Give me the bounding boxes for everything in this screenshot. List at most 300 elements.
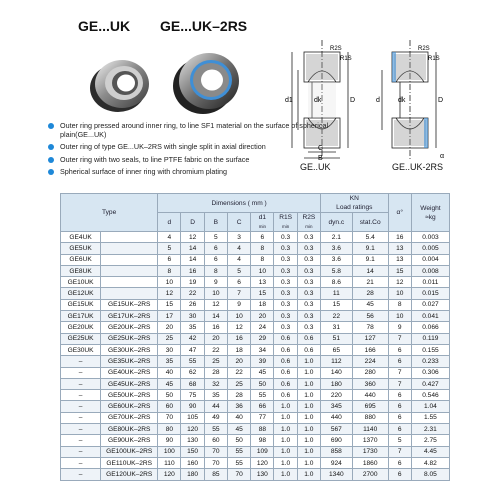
table-cell: 45 [352,299,388,310]
table-cell: GE30UK–2RS [101,344,158,355]
table-cell: 4.82 [411,457,449,468]
table-cell: 0.6 [297,333,320,344]
table-cell [101,288,158,299]
table-cell: 2.31 [411,424,449,435]
table-cell: 0.3 [297,311,320,322]
table-cell: 0.233 [411,356,449,367]
table-row [61,457,450,468]
table-cell [101,277,158,288]
table-cell: GE25UK [61,333,101,344]
table-cell: GE15UK–2RS [101,299,158,310]
bullet-icon [48,144,54,150]
table-cell: 4 [227,243,250,254]
table-cell: 7 [227,288,250,299]
table-cell: 9 [388,322,411,333]
table-cell: 15 [388,265,411,276]
table-cell: 11 [320,288,352,299]
table-cell: 16 [204,322,227,333]
header-dimensions: Dimensions ( mm ) [158,194,321,213]
table-row [61,254,450,265]
table-row [61,435,450,446]
table-cell: 1.0 [297,390,320,401]
table-cell: 31 [320,322,352,333]
table-cell: 8 [251,254,274,265]
table-row [61,401,450,412]
table-cell: GE60UK–2RS [101,401,158,412]
table-cell: 4 [227,254,250,265]
table-cell [101,232,158,243]
table-cell [101,265,158,276]
table-cell: 3 [227,232,250,243]
table-cell: 0.3 [274,299,297,310]
table-cell: GE40UK–2RS [101,367,158,378]
table-cell: 0.3 [297,243,320,254]
table-cell: 1.0 [274,446,297,457]
table-cell: 6 [388,424,411,435]
table-cell: 224 [352,356,388,367]
table-cell: 68 [181,378,204,389]
table-cell: 45 [251,367,274,378]
caption-ge-uk-2rs: GE..UK-2RS [392,162,444,172]
table-cell: 0.6 [274,378,297,389]
table-cell: 8 [251,243,274,254]
table-cell: 1.0 [297,457,320,468]
table-cell: 35 [158,356,181,367]
table-cell: 36 [227,401,250,412]
table-cell: 0.6 [274,390,297,401]
table-cell: GE25UK–2RS [101,333,158,344]
table-cell: 15 [158,299,181,310]
table-cell: 0.008 [411,265,449,276]
label-r2s-2: R2S [418,46,430,52]
table-cell: GE10UK [61,277,101,288]
table-cell: GE120UK–2RS [101,469,158,480]
table-cell: 56 [352,311,388,322]
table-cell: 50 [227,435,250,446]
table-cell: 55 [181,356,204,367]
table-cell: 440 [320,412,352,423]
table-cell: 98 [251,435,274,446]
table-cell: 5.8 [320,265,352,276]
table-row [61,265,450,276]
table-cell: – [61,401,101,412]
table-cell: 0.3 [297,322,320,333]
table-cell: 0.015 [411,288,449,299]
table-cell: 6 [388,356,411,367]
table-row [61,333,450,344]
table-cell: 6 [158,254,181,265]
table-cell: 22 [181,288,204,299]
label-alpha: α [440,153,445,160]
table-row [61,299,450,310]
table-cell: 345 [320,401,352,412]
table-cell: 62 [181,367,204,378]
table-cell: 35 [204,390,227,401]
table-cell: 20 [158,322,181,333]
table-cell: GE17UK–2RS [101,311,158,322]
table-cell: 28 [352,288,388,299]
table-cell: 39 [251,356,274,367]
table-cell: 695 [352,401,388,412]
table-cell: 45 [158,378,181,389]
table-cell: – [61,457,101,468]
table-cell: 1.0 [274,469,297,480]
table-cell: GE100UK–2RS [101,446,158,457]
table-cell: 15 [320,299,352,310]
table-cell: 20 [227,356,250,367]
table-cell: 2700 [352,469,388,480]
table-cell: 440 [352,390,388,401]
table-cell: 55 [227,457,250,468]
label-r1s-2: R1S [428,56,440,62]
table-cell: 220 [320,390,352,401]
table-cell: 6 [227,277,250,288]
table-cell: 70 [227,469,250,480]
table-cell: 8.05 [411,469,449,480]
table-cell: 0.3 [274,265,297,276]
table-cell: 75 [181,390,204,401]
table-cell: 5.4 [352,232,388,243]
spec-table [60,193,450,481]
table-cell: 49 [204,412,227,423]
table-cell: 3.6 [320,254,352,265]
table-row [61,390,450,401]
label-dk-2: dk [398,97,406,104]
table-cell: 880 [352,412,388,423]
table-cell: 9.1 [352,254,388,265]
table-cell: 70 [204,446,227,457]
note-item: Outer ring of type GE...UK–2RS with single split in axial direction [48,143,338,152]
table-cell: 77 [251,412,274,423]
table-cell: 20 [251,311,274,322]
table-cell: 924 [320,457,352,468]
table-cell: 10 [388,311,411,322]
table-cell: 0.004 [411,254,449,265]
table-cell: 60 [158,401,181,412]
table-cell: 112 [320,356,352,367]
table-cell: 120 [158,469,181,480]
label-dk: dk [314,97,322,104]
table-cell: 1.0 [297,446,320,457]
table-cell: 1.0 [274,424,297,435]
table-cell: GE12UK [61,288,101,299]
table-cell: 28 [227,390,250,401]
table-cell: 22 [227,367,250,378]
table-cell: 40 [158,367,181,378]
table-cell: 1.0 [297,356,320,367]
table-cell: 0.3 [274,322,297,333]
label-d1: d1 [285,97,293,104]
table-cell: 150 [181,446,204,457]
table-cell: 1.0 [297,401,320,412]
table-cell: 0.546 [411,390,449,401]
table-cell: 8 [158,265,181,276]
table-cell: 1.0 [274,401,297,412]
table-cell: 0.3 [274,288,297,299]
title-ge-uk-2rs: GE...UK–2RS [160,18,248,34]
table-cell: 16 [181,265,204,276]
table-cell: 25 [227,378,250,389]
table-row [61,311,450,322]
table-cell: 0.005 [411,243,449,254]
table-cell: 66 [251,401,274,412]
table-cell: 4 [158,232,181,243]
table-cell: – [61,469,101,480]
table-cell: 180 [181,469,204,480]
table-cell: 0.306 [411,367,449,378]
table-cell: 1340 [320,469,352,480]
table-cell: 180 [320,378,352,389]
table-cell: 55 [251,390,274,401]
table-cell: 567 [320,424,352,435]
table-row [61,469,450,480]
table-cell: 1.55 [411,412,449,423]
bullet-icon [48,123,54,129]
table-cell: 130 [181,435,204,446]
table-row [61,367,450,378]
table-cell: 12 [227,322,250,333]
table-cell: 20 [204,333,227,344]
table-cell: 16 [227,333,250,344]
table-cell: 90 [158,435,181,446]
table-cell: 1.0 [297,424,320,435]
header-alpha: α° [388,194,411,232]
table-cell: 360 [352,378,388,389]
table-cell: 22 [204,344,227,355]
table-cell: – [61,435,101,446]
table-cell: GE8UK [61,265,101,276]
spec-table-body [61,232,450,481]
table-cell: 14 [181,243,204,254]
table-cell: 0.6 [274,344,297,355]
table-cell: 858 [320,446,352,457]
table-cell [101,254,158,265]
bullet-icon [48,169,54,175]
note-item: Outer ring with two seals, to line PTFE fabric on the surface [48,156,338,165]
table-cell: 0.041 [411,311,449,322]
table-cell: 28 [204,367,227,378]
table-cell: 0.3 [297,288,320,299]
table-cell: 40 [227,412,250,423]
table-cell: 0.011 [411,277,449,288]
label-r1s: R1S [340,56,352,62]
table-cell: 18 [227,344,250,355]
table-cell: 6 [204,243,227,254]
table-cell: – [61,446,101,457]
table-cell: 17 [158,311,181,322]
table-cell: 0.6 [274,367,297,378]
table-cell: GE80UK–2RS [101,424,158,435]
table-cell: 0.3 [297,299,320,310]
title-ge-uk: GE...UK [78,18,131,34]
table-cell: 30 [158,344,181,355]
table-cell: 0.027 [411,299,449,310]
table-cell: 12 [388,277,411,288]
table-cell: 65 [320,344,352,355]
table-row [61,446,450,457]
table-cell: 6 [388,344,411,355]
table-row [61,424,450,435]
table-cell: 100 [158,446,181,457]
table-cell: 25 [204,356,227,367]
header-kn: KN [349,195,359,202]
table-cell: 47 [181,344,204,355]
table-cell: 26 [181,299,204,310]
table-cell: GE6UK [61,254,101,265]
header-col: R1S min [274,213,297,232]
table-row [61,232,450,243]
table-cell: 0.3 [274,232,297,243]
table-row [61,378,450,389]
table-cell: 7 [388,333,411,344]
table-cell: 1.0 [297,435,320,446]
table-cell: 14 [181,254,204,265]
table-cell: 35 [181,322,204,333]
table-cell: 2.1 [320,232,352,243]
table-cell: 6 [388,457,411,468]
header-weight: Weight ≈kg [411,194,449,232]
table-cell: 5 [388,435,411,446]
header-col: d [158,213,181,232]
table-cell: 1.0 [297,378,320,389]
table-row [61,277,450,288]
table-cell: 0.155 [411,344,449,355]
table-cell: GE110UK–2RS [101,457,158,468]
header-col: R2S min [297,213,320,232]
table-cell: 10 [158,277,181,288]
table-cell: 55 [204,424,227,435]
header-col: D [181,213,204,232]
table-cell: 6 [388,390,411,401]
table-cell: 280 [352,367,388,378]
table-cell: 0.003 [411,232,449,243]
table-cell: 24 [251,322,274,333]
table-cell: 13 [388,243,411,254]
table-cell: 0.3 [297,232,320,243]
table-cell: 7 [388,378,411,389]
table-cell: 1860 [352,457,388,468]
table-cell: – [61,390,101,401]
technical-drawing-ge-uk-2rs [372,40,452,160]
table-row [61,288,450,299]
caption-ge-uk: GE..UK [300,162,331,172]
table-cell: 34 [251,344,274,355]
table-cell: 690 [320,435,352,446]
table-row [61,412,450,423]
header-col: d1 min [251,213,274,232]
header-col: dyn.c [320,213,352,232]
table-cell: – [61,367,101,378]
table-cell: 5 [227,265,250,276]
bearing-ge-uk-image [86,52,156,116]
table-cell: 42 [181,333,204,344]
table-cell: 15 [251,288,274,299]
table-cell: 70 [158,412,181,423]
table-cell: 7 [388,446,411,457]
table-cell: 10 [227,311,250,322]
table-cell: 44 [204,401,227,412]
table-cell: 5 [158,243,181,254]
table-cell: 9 [227,299,250,310]
table-cell: 0.119 [411,333,449,344]
table-cell: 1140 [352,424,388,435]
table-cell: 21 [352,277,388,288]
table-cell: 109 [251,446,274,457]
table-cell: 0.3 [274,277,297,288]
label-b: B [318,155,323,160]
table-cell: 1.0 [274,412,297,423]
table-cell: 5 [204,232,227,243]
table-cell: 0.3 [297,254,320,265]
table-row [61,344,450,355]
table-cell: 3.6 [320,243,352,254]
note-item: Outer ring pressed around inner ring, to line SF1 material on the surface of spherical plain(GE...UK) [48,122,338,139]
table-cell: 6 [388,401,411,412]
table-cell [101,243,158,254]
table-cell: 120 [251,457,274,468]
table-cell: 0.3 [274,311,297,322]
bearing-ge-uk-2rs-image [170,46,244,118]
table-cell: 1.0 [274,457,297,468]
table-cell: 4.45 [411,446,449,457]
header-col: B [204,213,227,232]
table-cell: 12 [158,288,181,299]
table-cell: 14 [352,265,388,276]
table-cell: 1.0 [297,367,320,378]
table-cell: 10 [388,288,411,299]
table-cell: 105 [181,412,204,423]
table-cell: GE45UK–2RS [101,378,158,389]
table-cell: 7 [388,367,411,378]
table-cell: GE17UK [61,311,101,322]
table-cell: 1370 [352,435,388,446]
table-cell: – [61,378,101,389]
table-cell: GE20UK–2RS [101,322,158,333]
table-cell: 127 [352,333,388,344]
header-col: C [227,213,250,232]
table-cell: 13 [388,254,411,265]
table-cell: GE4UK [61,232,101,243]
table-cell: 6 [204,254,227,265]
table-cell: 1.0 [297,469,320,480]
table-cell: 19 [181,277,204,288]
table-row [61,243,450,254]
table-cell: 1.04 [411,401,449,412]
table-cell: 10 [204,288,227,299]
label-r2s: R2S [330,46,342,52]
table-cell: 0.3 [297,277,320,288]
table-cell: 51 [320,333,352,344]
table-cell: 10 [251,265,274,276]
table-cell: 12 [204,299,227,310]
table-cell: 13 [251,277,274,288]
table-cell: 0.6 [297,344,320,355]
label-d-small: d [376,97,380,104]
table-cell: 0.3 [274,243,297,254]
table-cell: 6 [388,469,411,480]
table-cell: 45 [227,424,250,435]
table-cell: 0.427 [411,378,449,389]
table-cell: 0.3 [274,254,297,265]
header-load [320,194,388,213]
table-cell: 110 [158,457,181,468]
table-cell: 30 [181,311,204,322]
table-cell: 32 [204,378,227,389]
table-cell: 80 [158,424,181,435]
table-cell: – [61,356,101,367]
table-cell: GE50UK–2RS [101,390,158,401]
table-cell: – [61,412,101,423]
